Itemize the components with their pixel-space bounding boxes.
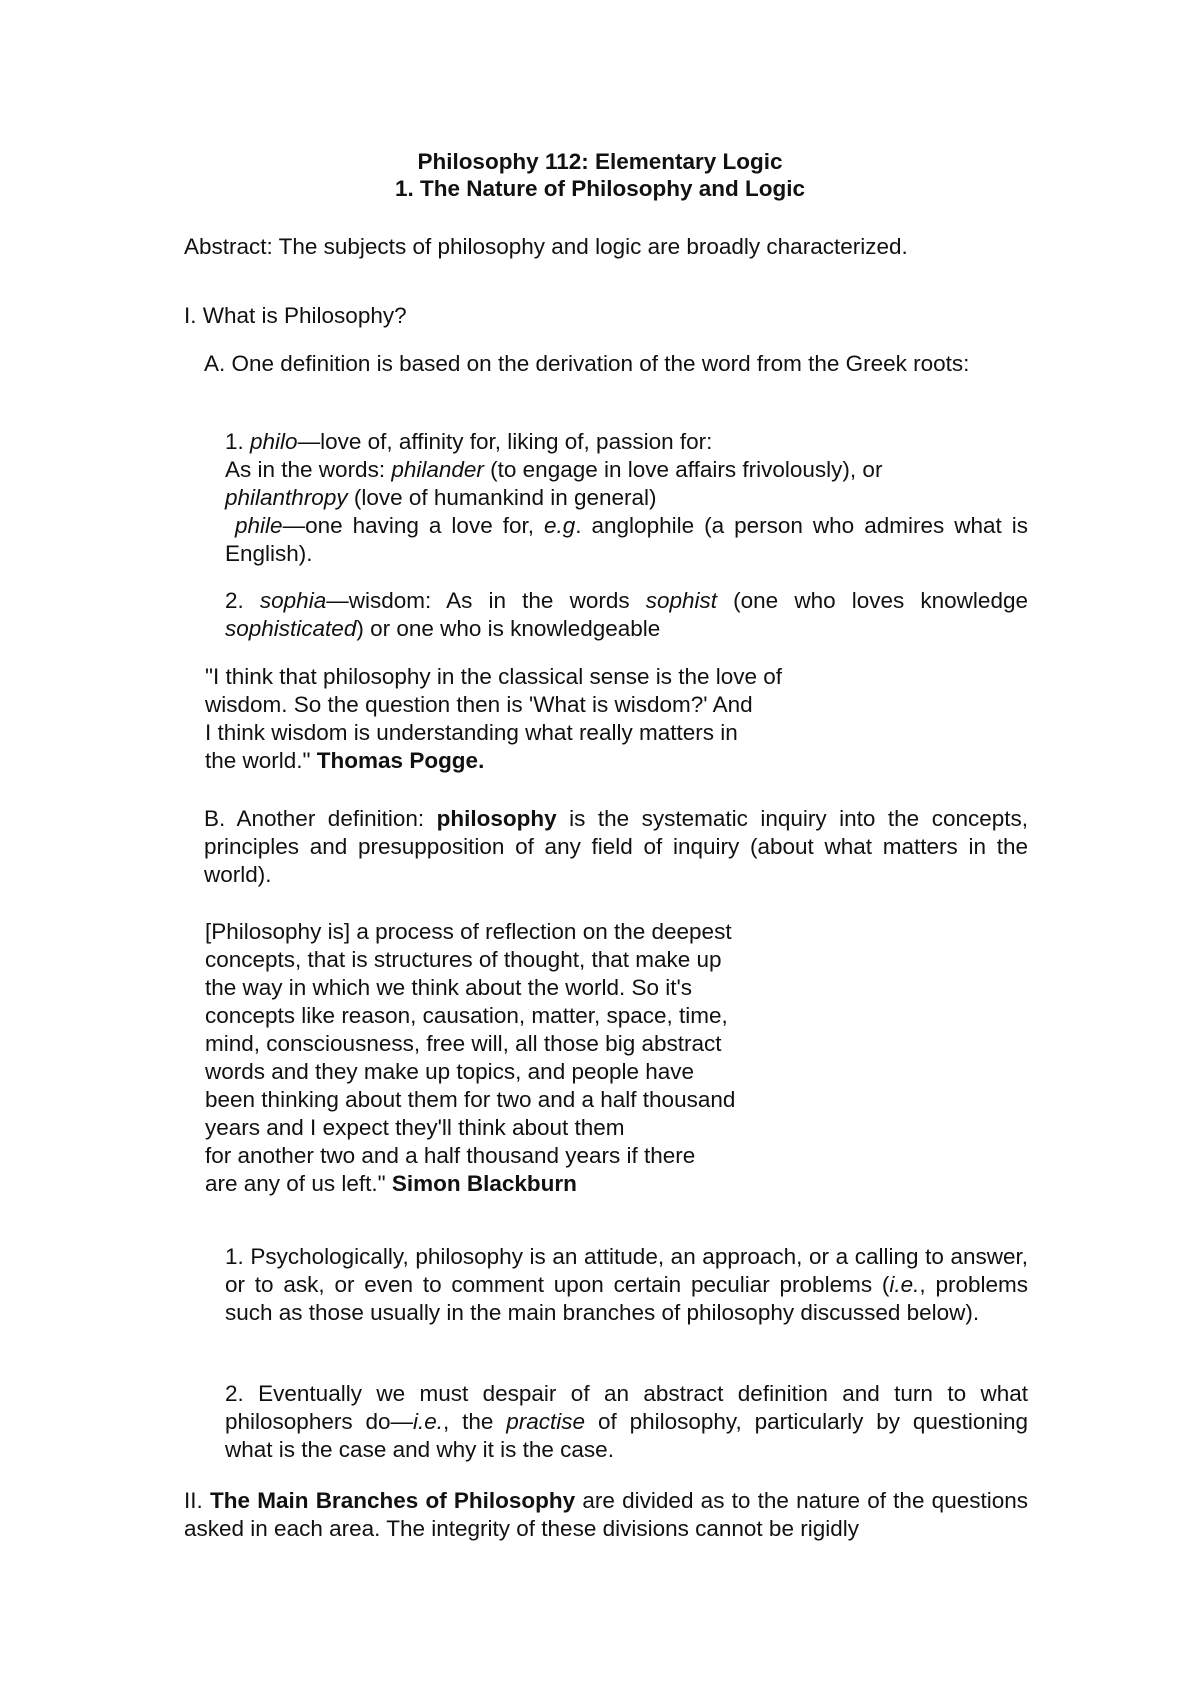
quote-author: Simon Blackburn [391, 1171, 577, 1196]
point-b1-psychologically: 1. Psychologically, philosophy is an attitude, an approach, or a calling to answer, or to ask, or even to comment upon certain peculiar problems (i.e., problems such as those usually in the main branches of philosophy discussed below). [225, 1244, 1028, 1325]
quote-line: the world." Thomas Pogge. [205, 748, 485, 773]
section-heading-main-branches: The Main Branches of Philosophy [209, 1488, 576, 1513]
section-heading-what-is-philosophy: I. What is Philosophy? [184, 303, 407, 328]
quote-line: wisdom. So the question then is 'What is wisdom?' And [205, 692, 753, 717]
document-title: Philosophy 112: Elementary Logic [417, 149, 783, 174]
quote-simon-blackburn [205, 918, 735, 1198]
quote-line: mind, consciousness, free will, all those big abstract [205, 1031, 722, 1056]
quote-line: concepts, that is structures of thought, that make up [205, 947, 722, 972]
definition-a2-sophia: 2. sophia—wisdom: As in the words sophist (one who loves knowledge sophisticated) or one who is knowledgeable [225, 588, 1028, 641]
quote-line: "I think that philosophy in the classical sense is the love of [205, 664, 783, 689]
quote-line: for another two and a half thousand years if there [205, 1143, 696, 1168]
definition-b: B. Another definition: philosophy is the systematic inquiry into the concepts, principles and presupposition of any field of inquiry (about what matters in the world). [204, 806, 1028, 887]
quote-line: been thinking about them for two and a half thousand [205, 1087, 736, 1112]
quote-thomas-pogge [205, 663, 782, 775]
abstract: Abstract: The subjects of philosophy and logic are broadly characterized. [184, 234, 908, 259]
quote-line: are any of us left." Simon Blackburn [205, 1171, 577, 1196]
quote-author: Thomas Pogge. [316, 748, 485, 773]
quote-line: years and I expect they'll think about them [205, 1115, 625, 1140]
section-main-branches: II. The Main Branches of Philosophy are divided as to the nature of the questions asked in each area. The integrity of these divisions cannot be rigidly [184, 1488, 1029, 1541]
document-subtitle: 1. The Nature of Philosophy and Logic [394, 176, 806, 201]
quote-line: words and they make up topics, and people have [205, 1059, 695, 1084]
quote-line: I think wisdom is understanding what really matters in [205, 720, 738, 745]
point-b2-eventually: 2. Eventually we must despair of an abstract definition and turn to what philosophers do—i.e., the practise of philosophy, particularly by questioning what is the case and why it is the case. [225, 1381, 1028, 1462]
quote-line: concepts like reason, causation, matter, space, time, [205, 1003, 728, 1028]
definition-a: A. One definition is based on the derivation of the word from the Greek roots: [204, 351, 970, 376]
definition-a1-philo: 1. philo—love of, affinity for, liking of, passion for: As in the words: philander (to engage in love affairs frivolously), or philanthropy (love of humankind in general) phile—one having a love for, e.g. anglophile (a person who admires what is English). [225, 429, 1029, 566]
quote-line: [Philosophy is] a process of reflection on the deepest [205, 919, 732, 944]
quote-line: the way in which we think about the world. So it's [205, 975, 693, 1000]
